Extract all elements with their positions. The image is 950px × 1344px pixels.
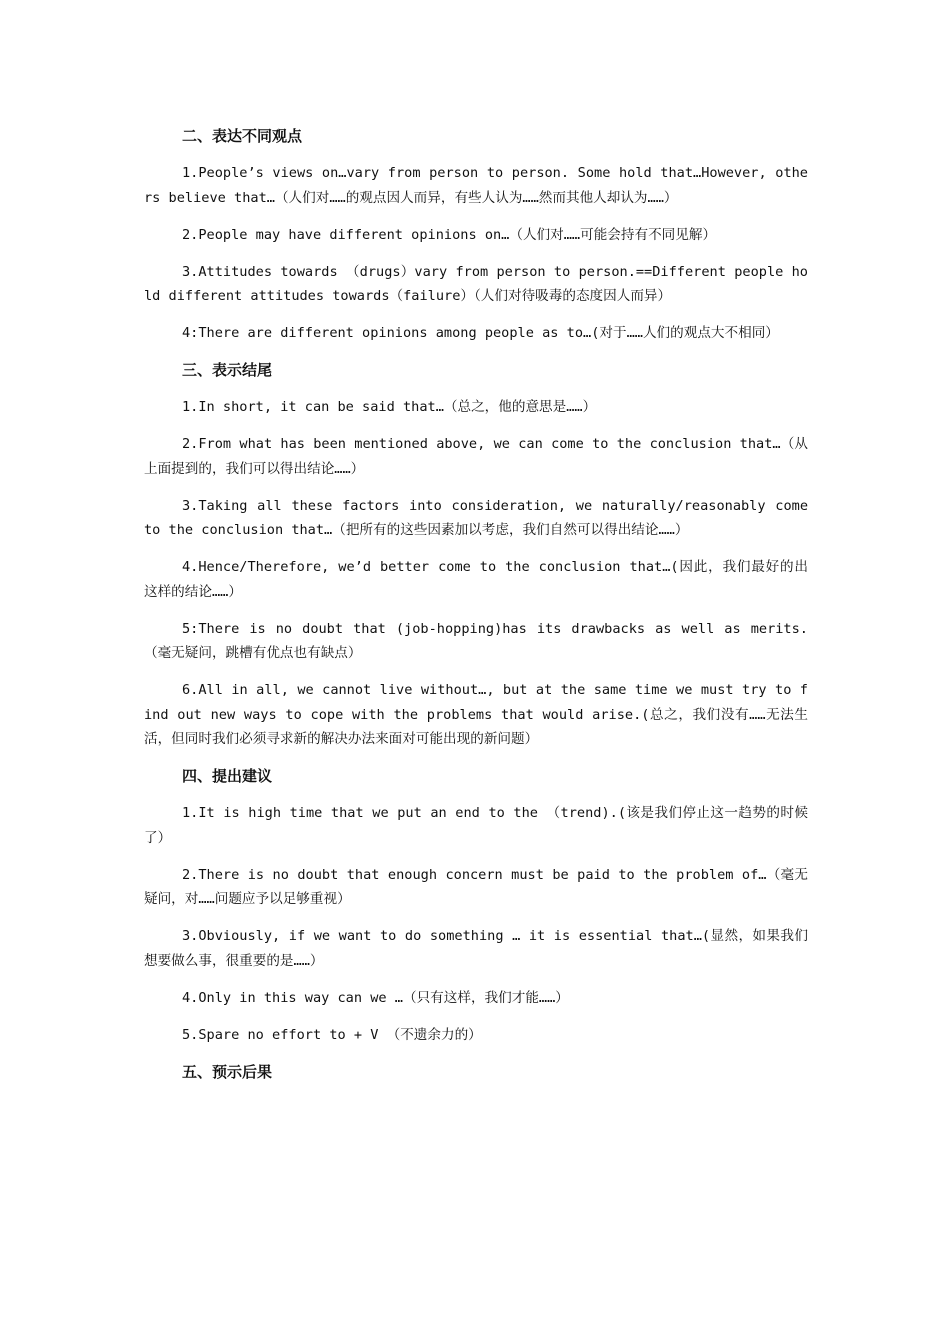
document-page [144,124,808,1097]
section-suggestions [144,764,808,1047]
phrase-item: 4.Only in this way can we …（只有这样，我们才能……） [182,989,569,1006]
phrase-item: 4:There are different opinions among people as to…(对于……人们的观点大不相同） [182,325,779,341]
phrase-item: 2.There is no doubt that enough concern must be paid to the problem of…（毫无疑问，对……问题应予以足够重视） [144,866,808,907]
phrase-item: 3.Obviously, if we want to do something … it is essential that…(显然，如果我们想要做么事，很重要的是……） [144,928,808,969]
phrase-item: 3.Taking all these factors into consideration, we naturally/reasonably come to the conclusion that…（把所有的这些因素加以考虑，我们自然可以得出结论……） [144,497,808,538]
phrase-item: 1.In short, it can be said that…（总之，他的意思是……） [182,399,597,415]
phrase-item: 3.Attitudes towards （drugs）vary from person to person.==Different people hold different attitudes towards（failure）（人们对待吸毒的态度因人而异） [144,263,808,304]
section-consequences [144,1060,808,1084]
phrase-item: 2.From what has been mentioned above, we can come to the conclusion that…（从上面提到的，我们可以得出结论……） [144,436,808,477]
section-heading: 四、提出建议 [182,767,273,785]
phrase-item: 1.People’s views on…vary from person to person. Some hold that…However, others believe that…（人们对……的观点因人而异，有些人认为……然而其他人却认为……） [144,165,808,206]
phrase-item: 5.Spare no effort to + V （不遗余力的） [182,1026,482,1043]
phrase-item: 2.People may have different opinions on…（人们对……可能会持有不同见解） [182,226,717,243]
phrase-item: 6.All in all, we cannot live without…, but at the same time we must try to find out new ways to cope with the problems that would arise.(总之，我们没有……无法生活，但同时我们必须寻求新的解决办法来面对可能出现的新问题） [144,682,808,747]
section-conclusion [144,358,808,752]
phrase-item: 1.It is high time that we put an end to the （trend).(该是我们停止这一趋势的时候了） [144,805,808,846]
phrase-item: 4.Hence/Therefore, we’d better come to the conclusion that…(因此，我们最好的出这样的结论……） [144,559,808,600]
section-differing-views [144,124,808,346]
section-heading: 三、表示结尾 [182,361,273,379]
phrase-item: 5:There is no doubt that (job-hopping)has its drawbacks as well as merits.（毫无疑问，跳槽有优点也有缺点） [144,620,808,661]
section-heading: 五、预示后果 [182,1062,273,1081]
section-heading: 二、表达不同观点 [182,127,303,145]
